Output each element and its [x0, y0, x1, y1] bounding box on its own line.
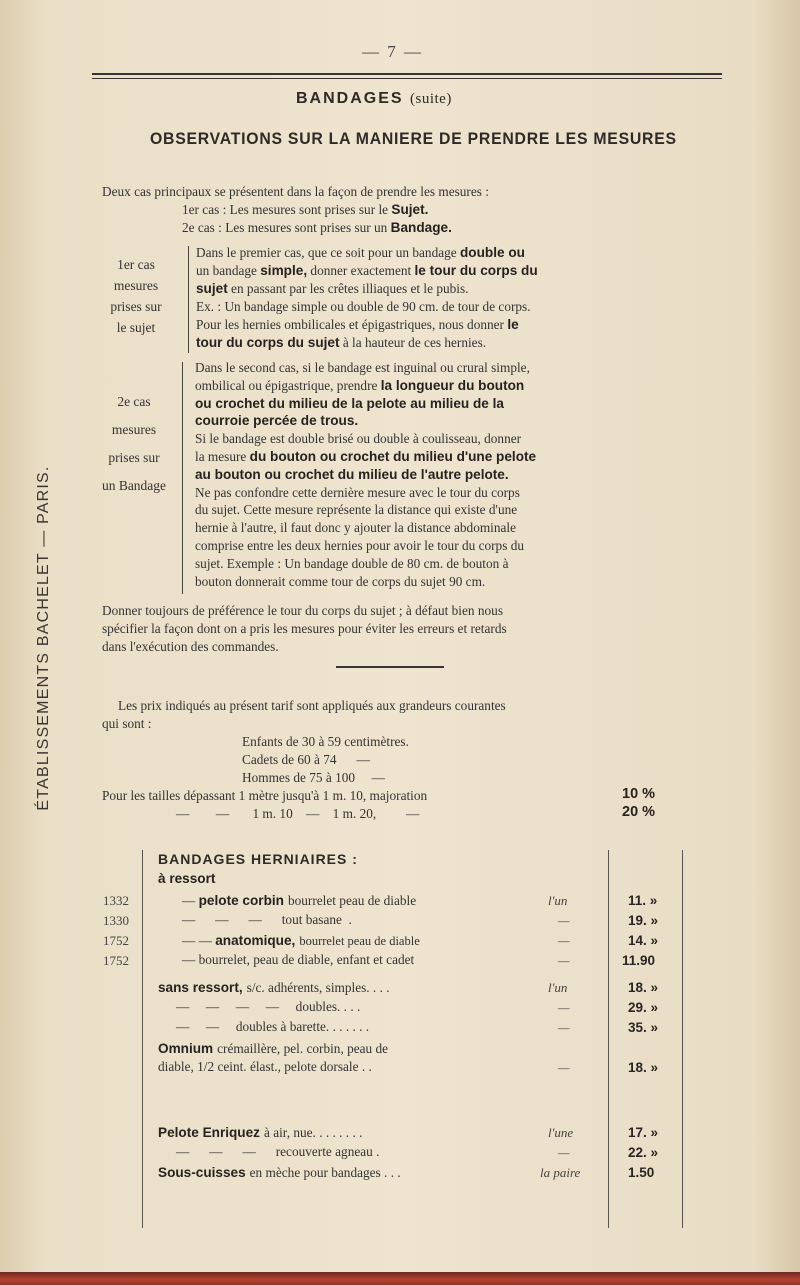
- row-bold: Sous-cuisses: [158, 1165, 246, 1180]
- case1-brace: [188, 246, 189, 353]
- row-unit: —: [558, 1145, 570, 1160]
- table-row: [158, 1040, 388, 1058]
- intro-line: Deux cas principaux se présentent dans la façon de prendre les mesures :: [102, 184, 489, 199]
- case1-text-run: donner exactement: [307, 263, 415, 278]
- case2-text-run: Ne pas confondre cette dernière mesure avec le tour du corps: [195, 484, 520, 500]
- case1-bold-run: sujet: [196, 281, 228, 296]
- prices-intro: [102, 697, 506, 733]
- case2-bold-run: du bouton ou crochet du milieu d'une pelote: [249, 448, 537, 464]
- case2-line: [195, 537, 536, 555]
- case2-bold-run: courroie percée de trous.: [195, 413, 359, 429]
- book-edge: [0, 1272, 800, 1285]
- case1-label-line: prises sur: [110, 299, 162, 314]
- table-row: — bourrelet, peau de diable, enfant et cadet: [182, 952, 415, 967]
- row-bold: Pelote Enriquez: [158, 1125, 260, 1140]
- table-row: — — doubles à barette. . . . . . .: [176, 1019, 370, 1034]
- case1-label-line: mesures: [113, 278, 159, 293]
- table-rule-left: [142, 850, 143, 1228]
- case2-text-run: du sujet. Cette mesure représente la distance qui existe d'une: [195, 502, 518, 518]
- table-row: — — — tout basane .: [182, 912, 352, 927]
- row-code: 1332: [103, 893, 129, 908]
- advice-paragraph: [102, 602, 507, 656]
- case2-line: [195, 573, 536, 591]
- separator-rule: [336, 666, 444, 668]
- row-bold: sans ressort,: [158, 980, 243, 995]
- case1-bold-run: simple,: [260, 263, 308, 278]
- table-row: [158, 979, 390, 997]
- case2-line: [195, 519, 536, 537]
- case2-line: [195, 555, 536, 573]
- row-price: 29. »: [628, 1000, 659, 1015]
- row-text: s/c. adhérents, simples. . . .: [246, 980, 390, 995]
- case2-text-run: hernie à l'autre, il faut donc y ajouter la distance abdominale: [195, 520, 517, 536]
- catalog-title: BANDAGES HERNIAIRES :: [158, 851, 358, 867]
- case2-text-run: sujet. Exemple : Un bandage double de 80 cm. de bouton à: [195, 555, 509, 571]
- intro-case1-text: 1er cas : Les mesures sont prises sur le: [182, 202, 389, 217]
- case2-line: [195, 430, 536, 448]
- intro-case2-bold: Bandage.: [390, 220, 452, 235]
- case2-brace: [182, 362, 183, 594]
- case2-label-line: mesures: [111, 422, 157, 437]
- case2-text: [195, 359, 536, 590]
- case1-line: [196, 316, 538, 334]
- case2-side-label: [86, 388, 182, 500]
- row-unit: —: [558, 913, 570, 928]
- size-range: de 75 à 100 —: [293, 770, 385, 785]
- row-price: 17. »: [628, 1125, 659, 1140]
- case1-text-run: en passant par les crêtes illiaques et le pubis.: [227, 281, 469, 296]
- case2-text-run: Dans le second cas, si le bandage est inguinal ou crural simple,: [195, 360, 530, 375]
- table-row: [158, 1164, 401, 1182]
- case1-bold-run: le tour du corps du: [414, 263, 538, 278]
- row-unit: —: [558, 1000, 570, 1015]
- case1-text-run: un bandage: [196, 263, 261, 278]
- surcharge-text: Pour les tailles dépassant 1 mètre jusqu'à 1 m. 10, majoration: [102, 788, 428, 803]
- case2-line: [195, 377, 536, 395]
- intro-case1-bold: Sujet.: [391, 202, 429, 217]
- case2-text-run: ombilical ou épigastrique, prendre: [195, 377, 381, 393]
- case1-text: [196, 244, 538, 352]
- case2-line: [195, 484, 536, 502]
- case1-line: [196, 298, 538, 316]
- size-row: [242, 751, 409, 769]
- row-price: 1.50: [628, 1165, 655, 1180]
- case1-text-run: Pour les hernies ombilicales et épigastriques, nous donner: [196, 317, 508, 332]
- case1-side-label: [100, 254, 172, 338]
- case1-bold-run: tour du corps du sujet: [196, 335, 340, 350]
- advice-line: Donner toujours de préférence le tour du corps du sujet ; à défaut bien nous: [102, 603, 503, 618]
- table-row: diable, 1/2 ceint. élast., pelote dorsale . .: [158, 1059, 372, 1074]
- row-unit: —: [558, 1060, 570, 1075]
- case1-bold-run: le: [507, 317, 519, 332]
- table-row: — pelote corbin bourrelet peau de diable: [182, 893, 417, 908]
- case2-bold-run: la longueur du bouton: [380, 377, 525, 393]
- row-code: 1752: [103, 933, 129, 948]
- row-unit: l'un: [548, 893, 568, 908]
- page-heading: OBSERVATIONS SUR LA MANIERE DE PRENDRE LES MESURES: [150, 129, 677, 148]
- case2-text-run: bouton donnerait comme tour de corps du sujet 90 cm.: [195, 573, 486, 589]
- advice-line: dans l'exécution des commandes.: [102, 639, 279, 654]
- intro-case2: [182, 220, 452, 236]
- size-row: [242, 733, 409, 751]
- case2-line: [195, 395, 536, 413]
- top-rule: [92, 73, 722, 75]
- case2-bold-run: au bouton ou crochet du milieu de l'autre pelote.: [195, 466, 509, 482]
- row-unit: l'une: [548, 1125, 574, 1140]
- intro-case2-text: 2e cas : Les mesures sont prises sur un: [182, 220, 388, 235]
- case2-line: [195, 501, 536, 519]
- row-price: 18. »: [628, 1060, 659, 1075]
- row-text: bourrelet peau de diable: [299, 934, 420, 948]
- case1-text-run: à la hauteur de ces hernies.: [339, 335, 487, 350]
- case2-text-run: comprise entre les deux hernies pour avoir le tour du corps du: [195, 537, 525, 553]
- case2-label-line: un Bandage: [101, 478, 167, 493]
- table-row: — — anatomique, bourrelet peau de diable: [182, 933, 420, 948]
- case1-label-line: le sujet: [116, 320, 156, 335]
- surcharge-2-value: 20 %: [622, 804, 656, 820]
- row-price: 22. »: [628, 1145, 659, 1160]
- section-title-suffix: (suite): [410, 91, 452, 107]
- case2-label-line: prises sur: [108, 450, 160, 465]
- case2-text-run: la mesure: [195, 448, 250, 464]
- case1-label-line: 1er cas: [117, 257, 155, 272]
- case2-line: [195, 359, 536, 377]
- case1-line: [196, 280, 538, 298]
- row-unit: la paire: [540, 1165, 581, 1180]
- row-price: 19. »: [628, 913, 659, 928]
- prices-intro-line: qui sont :: [102, 716, 152, 731]
- case2-line: [195, 466, 536, 484]
- row-bold: anatomique,: [215, 933, 296, 948]
- table-rule-mid: [608, 850, 609, 1228]
- advice-line: spécifier la façon dont on a pris les mesures pour éviter les erreurs et retards: [102, 621, 507, 636]
- catalog-subtitle: à ressort: [158, 871, 216, 886]
- size-range: de 60 à 74 —: [281, 752, 370, 767]
- side-margin-text: ÉTABLISSEMENTS BACHELET — PARIS.: [35, 465, 52, 811]
- row-unit: —: [558, 1020, 570, 1035]
- surcharge-text: — — 1 m. 10 — 1 m. 20, —: [176, 806, 420, 821]
- table-row: — — — — doubles. . . .: [176, 999, 361, 1014]
- case1-line: [196, 334, 538, 352]
- row-price: 11. »: [628, 893, 658, 908]
- intro-case1: [182, 202, 428, 218]
- size-name: Cadets: [242, 752, 279, 767]
- size-range: de 30 à 59 centimètres.: [285, 734, 409, 749]
- row-price: 18. »: [628, 980, 659, 995]
- top-rule-thin: [92, 78, 722, 79]
- case1-bold-run: double ou: [460, 245, 525, 260]
- table-row: [158, 1124, 362, 1142]
- row-text: bourrelet peau de diable: [287, 893, 417, 908]
- prices-intro-line: Les prix indiqués au présent tarif sont appliqués aux grandeurs courantes: [118, 698, 506, 713]
- row-bold: Omnium: [158, 1041, 214, 1056]
- size-name: Enfants: [242, 734, 283, 749]
- row-bold: pelote corbin: [198, 893, 284, 908]
- page-number: — 7 —: [362, 42, 423, 61]
- row-text: à air, nue. . . . . . . .: [263, 1125, 363, 1140]
- table-rule-right: [682, 850, 683, 1228]
- case1-line: [196, 244, 538, 262]
- size-row: [242, 769, 409, 787]
- row-unit: —: [558, 933, 570, 948]
- row-unit: —: [558, 953, 570, 968]
- row-text: en mèche pour bandages . . .: [249, 1165, 401, 1180]
- surcharge-2: [176, 805, 419, 823]
- row-unit: l'un: [548, 980, 568, 995]
- section-title-text: BANDAGES: [296, 90, 404, 107]
- row-text: crémaillère, pel. corbin, peau de: [217, 1041, 389, 1056]
- case2-line: [195, 412, 536, 430]
- case1-text-run: Dans le premier cas, que ce soit pour un bandage: [196, 245, 460, 260]
- surcharge-1-value: 10 %: [622, 786, 656, 802]
- case2-bold-run: ou crochet du milieu de la pelote au milieu de la: [195, 395, 504, 411]
- size-name: Hommes: [242, 770, 291, 785]
- row-code: 1330: [103, 913, 129, 928]
- case2-line: [195, 448, 536, 466]
- row-code: 1752: [103, 953, 129, 968]
- row-price: 35. »: [628, 1020, 659, 1035]
- row-price: 14. »: [628, 933, 659, 948]
- case1-text-run: Ex. : Un bandage simple ou double de 90 cm. de tour de corps.: [196, 299, 531, 314]
- size-list: [242, 733, 409, 787]
- section-title: [296, 90, 452, 108]
- table-row: — — — recouverte agneau .: [176, 1144, 380, 1159]
- case2-label-line: 2e cas: [117, 394, 151, 409]
- surcharge-1: [102, 787, 427, 805]
- case2-text-run: Si le bandage est double brisé ou double à coulisseau, donner: [195, 431, 522, 447]
- row-price: 11.90: [622, 953, 656, 968]
- case1-line: [196, 262, 538, 280]
